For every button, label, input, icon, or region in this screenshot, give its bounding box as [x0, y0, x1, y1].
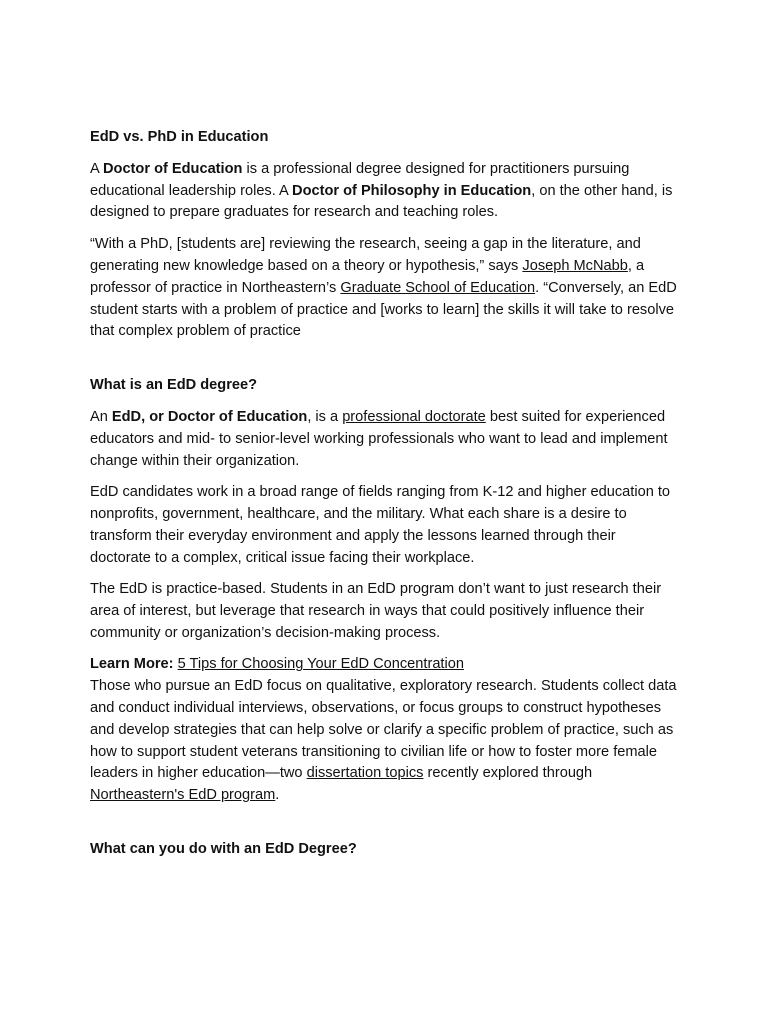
text-run: A: [90, 160, 103, 177]
link-dissertation-topics[interactable]: dissertation topics: [306, 765, 424, 782]
text-run: is a professional degree designed for practitioners pursuing educational leadership roles. A: [90, 160, 630, 199]
bold-edd-doctor-of-education: EdD, or Doctor of Education: [111, 408, 308, 425]
link-northeastern-edd-program[interactable]: Northeastern's EdD program: [90, 787, 276, 804]
text-run: recently explored through: [423, 765, 593, 782]
text-run: “With a PhD, [students are] reviewing the research, seeing a gap in the literature, and generating new knowledge based on a theory or hypothesis,” says: [90, 236, 641, 274]
bold-doctor-of-philosophy: Doctor of Philosophy in Education: [292, 182, 532, 199]
paragraph-practice-based: The EdD is practice-based. Students in an EdD program don’t want to just research their area of interest, but leverage that research in ways that could positively influence their community or organization’s decision-making process.: [90, 581, 662, 641]
link-edd-concentration-tips[interactable]: 5 Tips for Choosing Your EdD Concentration: [177, 656, 464, 673]
text-run: , a professor of practice in Northeastern’s: [90, 257, 645, 296]
paragraph-edd-candidates: EdD candidates work in a broad range of fields ranging from K-12 and higher education to nonprofits, government, healthcare, and the military. What each share is a desire to transform their everyday environment and apply the lessons learned through their doctorate to a complex, critical issue facing their workplace.: [90, 484, 671, 566]
learn-more-line: [90, 654, 680, 676]
heading-what-can-you-do: What can you do with an EdD Degree?: [90, 841, 357, 858]
paragraph-qualitative-research: [90, 676, 680, 807]
paragraph-doctor-definitions: [90, 159, 680, 224]
paragraph-edd-definition: [90, 407, 680, 472]
text-run: Those who pursue an EdD focus on qualitative, exploratory research. Students collect data and conduct individual interviews, observations, or focus groups to construct hypotheses and develop strategies that can help solve or clarify a specific problem of practice, such as how to support student veterans transitioning to civilian life or how to foster more female leaders in higher education—two: [90, 678, 677, 782]
text-run: , on the other hand, is designed to prepare graduates for research and teaching roles.: [90, 182, 673, 221]
text-run: . “Conversely, an EdD student starts with a problem of practice and [works to learn] the skills it will take to resolve that complex problem of practice: [90, 279, 677, 340]
text-run: , is a: [307, 408, 343, 425]
learn-more-label: Learn More:: [90, 656, 174, 673]
heading-edd-vs-phd: EdD vs. PhD in Education: [90, 129, 269, 145]
document-page: [90, 127, 680, 861]
paragraph-mcnabb-quote: [90, 234, 680, 343]
text-run: best suited for experienced educators and mid- to senior-level working professionals who want to lead and implement change within their organization.: [90, 408, 668, 469]
heading-what-is-edd: What is an EdD degree?: [90, 377, 258, 394]
text-run: An: [90, 408, 112, 425]
link-professional-doctorate[interactable]: professional doctorate: [342, 408, 486, 425]
link-graduate-school-of-education[interactable]: Graduate School of Education: [340, 279, 536, 296]
bold-doctor-of-education: Doctor of Education: [102, 160, 243, 177]
text-run: .: [275, 787, 280, 804]
link-joseph-mcnabb[interactable]: Joseph McNabb: [522, 257, 628, 274]
